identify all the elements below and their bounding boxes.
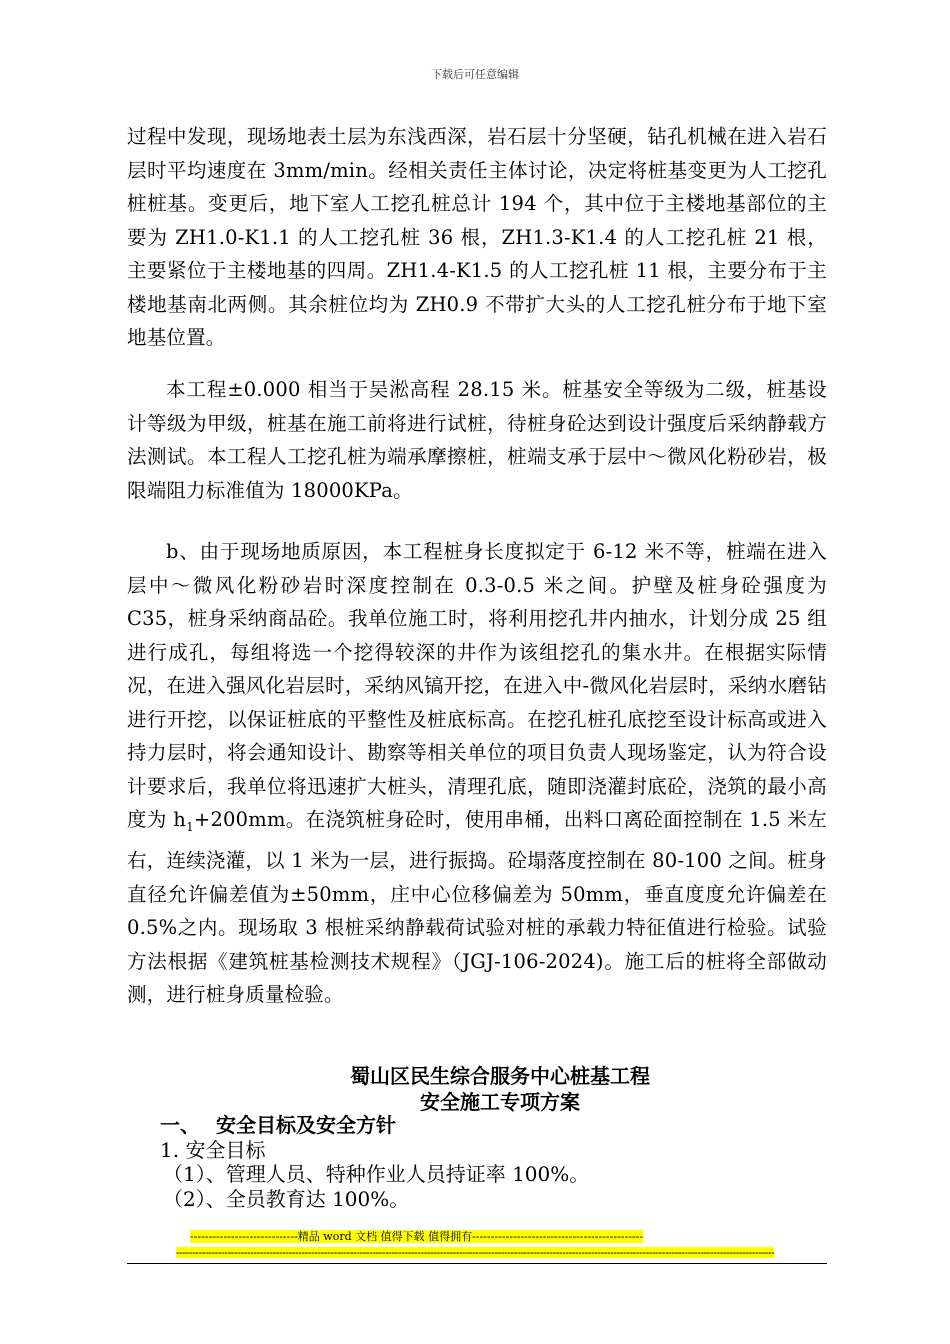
section-heading: [160, 1112, 396, 1138]
body-paragraph-2: 本工程±0.000 相当于吴淞高程 28.15 米。桩基安全等级为二级，桩基设计等级为甲级，桩基在施工前将进行试桩，待桩身砼达到设计强度后采纳静载方法测试。本工程人工挖孔桩为端承摩擦桩，桩端支承于层中～微风化粉砂岩，极限端阻力标准值为 18000KPa。: [127, 378, 827, 502]
body-paragraph-3: [127, 535, 827, 1012]
footer-dash-line: ------------------------------------------------------------------------------------------------------------------------------------------------------------------------------------------: [176, 1247, 774, 1258]
list-item: （2）、全员教育达 100%。: [163, 1187, 410, 1211]
section-heading-text: 安全目标及安全方针: [216, 1113, 396, 1137]
subsection-heading: 1. 安全目标: [160, 1138, 266, 1162]
footer-rule: [127, 1263, 827, 1264]
paragraph-3-part-a: b、由于现场地质原因，本工程桩身长度拟定于 6-12 米不等，桩端在进入层中～微风化粉砂岩时深度控制在 0.3-0.5 米之间。护壁及桩身砼强度为 C35，桩身采纳商品砼。我单位施工时，将利用挖孔井内抽水，计划分成 25 组进行成孔，每组将选一个挖得较深的井作为该组挖孔的集水井。在根据实际情况，在进入强风化岩层时，采纳风镐开挖，在进入中-微风化岩层时，采纳水磨钻进行开挖，以保证桩底的平整性及桩底标高。在挖孔桩孔底挖至设计标高或进入持力层时，将会通知设计、勘察等相关单位的项目负责人现场鉴定，认为符合设计要求后，我单位将迅速扩大桩头，清理孔底，随即浇灌封底砼，浇筑的最小高度为 h: [127, 540, 827, 831]
paragraph-3-subscript: 1: [186, 819, 194, 834]
document-title-line-2: 安全施工专项方案: [420, 1090, 580, 1114]
document-title-line-1: 蜀山区民生综合服务中心桩基工程: [350, 1064, 650, 1088]
page-header: 下载后可任意编辑: [431, 68, 519, 81]
paragraph-3-part-b: +200mm。在浇筑桩身砼时，使用串桶，出料口离砼面控制在 1.5 米左右，连续浇灌，以 1 米为一层，进行振捣。砼塌落度控制在 80-100 之间。桩身直径允许偏差值为±50mm，庄中心位移偏差为 50mm，垂直度度允许偏差在 0.5%之内。现场取 3 根桩采纳静载荷试验对桩的承载力特征值进行检验。试验方法根据《建筑桩基检测技术规程》（JGJ-106-2024)。施工后的桩将全部做动测，进行桩身质量检验。: [127, 808, 827, 1007]
footer-banner: -----------------------------精品 word 文档 值得下载 值得拥有----------------------------------------------: [190, 1230, 644, 1243]
list-item: （1）、管理人员、特种作业人员持证率 100%。: [163, 1162, 590, 1186]
body-paragraph-1: 过程中发现，现场地表土层为东浅西深，岩石层十分坚硬，钻孔机械在进入岩石层时平均速度在 3mm/min。经相关责任主体讨论，决定将桩基变更为人工挖孔桩桩基。变更后，地下室人工挖孔桩总计 194 个，其中位于主楼地基部位的主要为 ZH1.0-K1.1 的人工挖孔桩 36 根，ZH1.3-K1.4 的人工挖孔桩 21 根，主要紧位于主楼地基的四周。ZH1.4-K1.5 的人工挖孔桩 11 根，主要分布于主楼地基南北两侧。其余桩位均为 ZH0.9 不带扩大头的人工挖孔桩分布于地下室地基位置。: [127, 125, 827, 349]
section-heading-number: 一、: [160, 1113, 200, 1137]
